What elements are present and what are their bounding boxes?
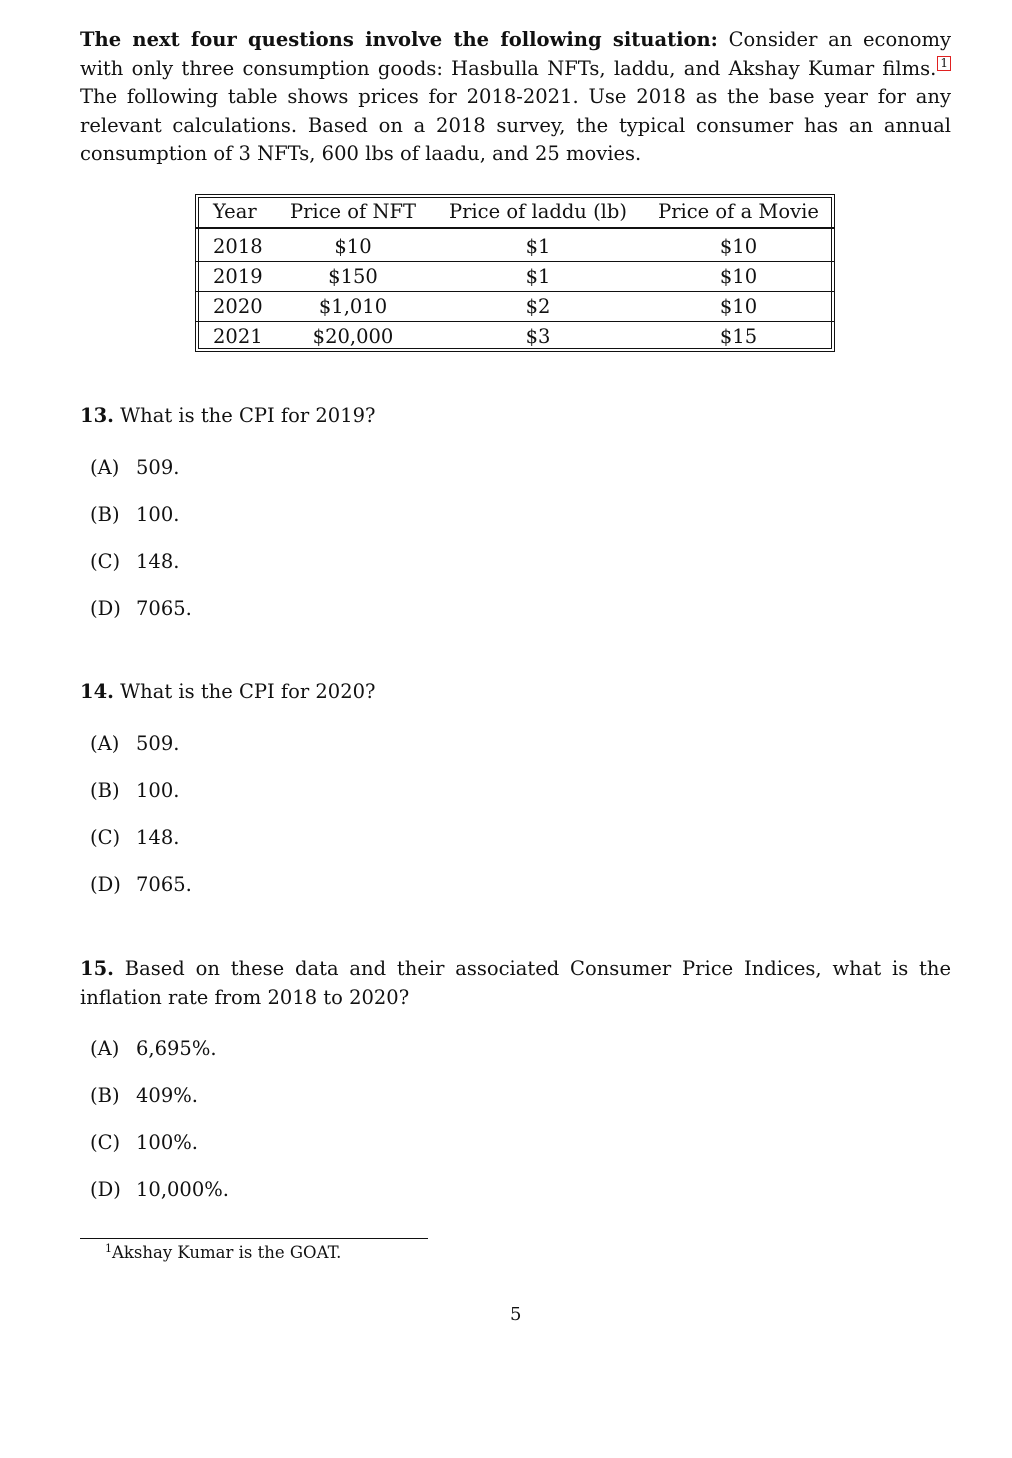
intro-lead: The next four questions involve the following situation:: [80, 28, 718, 51]
header-nft: Price of NFT: [273, 195, 433, 228]
cell-year: 2020: [196, 292, 273, 322]
question-number: 14.: [80, 680, 114, 703]
option-label: (A): [90, 456, 120, 479]
question-number: 13.: [80, 404, 114, 427]
option-label: (A): [90, 1037, 120, 1060]
footnote-divider: [80, 1238, 428, 1239]
option-text: 509.: [136, 456, 180, 479]
cell-laddu: $2: [433, 292, 643, 322]
cell-nft: $10: [273, 228, 433, 262]
option-c[interactable]: [90, 824, 192, 871]
cell-movie: $10: [643, 292, 834, 322]
page-number: 5: [510, 1304, 522, 1325]
cell-laddu: $1: [433, 228, 643, 262]
cell-movie: $10: [643, 262, 834, 292]
price-table: [195, 194, 835, 352]
cell-year: 2018: [196, 228, 273, 262]
question-text: Based on these data and their associated Consumer Price Indices, what is the inflation rate from 2018 to 2020?: [80, 957, 951, 1009]
option-label: (D): [90, 597, 121, 620]
footnote: [105, 1242, 341, 1262]
option-label: (B): [90, 1084, 120, 1107]
option-text: 10,000%.: [136, 1178, 229, 1201]
cell-laddu: $1: [433, 262, 643, 292]
footnote-link[interactable]: 1: [937, 56, 951, 71]
option-label: (C): [90, 826, 121, 849]
option-label: (D): [90, 1178, 121, 1201]
cell-nft: $150: [273, 262, 433, 292]
question-15-options: [90, 1035, 229, 1223]
question-15: [80, 955, 951, 1012]
option-text: 7065.: [136, 873, 192, 896]
option-text: 409%.: [136, 1084, 198, 1107]
question-text: What is the CPI for 2019?: [120, 404, 376, 427]
intro-paragraph: [80, 26, 951, 169]
option-label: (C): [90, 550, 121, 573]
footnote-text: Akshay Kumar is the GOAT.: [112, 1243, 342, 1262]
table-row: [196, 228, 834, 262]
option-label: (A): [90, 732, 120, 755]
table-row: [196, 292, 834, 322]
option-d[interactable]: [90, 595, 192, 642]
cell-year: 2021: [213, 325, 263, 348]
table-row: [196, 262, 834, 292]
intro-text-2: The following table shows prices for 2018-2021. Use 2018 as the base year for any relevant calculations. Based on a 2018 survey, the typical consumer has an annual consumption of 3 NFTs, 600 lbs of laadu, and 25 movies.: [80, 85, 951, 165]
document-page: [80, 26, 951, 1325]
option-text: 7065.: [136, 597, 192, 620]
option-text: 148.: [136, 550, 180, 573]
option-text: 100.: [136, 503, 180, 526]
question-14: [80, 678, 951, 707]
footnote-mark: 1: [105, 1242, 112, 1255]
cell-year: 2019: [196, 262, 273, 292]
option-d[interactable]: [90, 871, 192, 918]
question-14-options: [90, 730, 192, 918]
table-header-row: [196, 195, 834, 228]
option-label: (B): [90, 779, 120, 802]
option-text: 509.: [136, 732, 180, 755]
cell-movie: $10: [643, 228, 834, 262]
cell-nft: $1,010: [273, 292, 433, 322]
option-c[interactable]: [90, 1129, 229, 1176]
option-text: 148.: [136, 826, 180, 849]
cell-laddu: $3: [525, 325, 551, 348]
option-a[interactable]: [90, 1035, 229, 1082]
header-movie: Price of a Movie: [643, 195, 834, 228]
table-row: [196, 322, 834, 351]
option-text: 100.: [136, 779, 180, 802]
option-b[interactable]: [90, 1082, 229, 1129]
option-b[interactable]: [90, 501, 192, 548]
option-text: 6,695%.: [136, 1037, 217, 1060]
option-d[interactable]: [90, 1176, 229, 1223]
option-label: (B): [90, 503, 120, 526]
cell-nft: $20,000: [312, 325, 394, 348]
option-a[interactable]: [90, 730, 192, 777]
question-text: What is the CPI for 2020?: [120, 680, 376, 703]
question-13: [80, 402, 951, 431]
option-a[interactable]: [90, 454, 192, 501]
price-table-wrapper: [195, 194, 835, 352]
intro-text: Consider an economy with only three consumption goods: Hasbulla NFTs, laddu, and Akshay Kumar films.: [80, 28, 951, 80]
question-number: 15.: [80, 957, 114, 980]
option-c[interactable]: [90, 548, 192, 595]
option-b[interactable]: [90, 777, 192, 824]
header-laddu: Price of laddu (lb): [433, 195, 643, 228]
option-label: (C): [90, 1131, 121, 1154]
cell-movie: $15: [719, 325, 758, 348]
option-label: (D): [90, 873, 121, 896]
question-13-options: [90, 454, 192, 642]
option-text: 100%.: [136, 1131, 198, 1154]
header-year: Year: [196, 195, 273, 228]
